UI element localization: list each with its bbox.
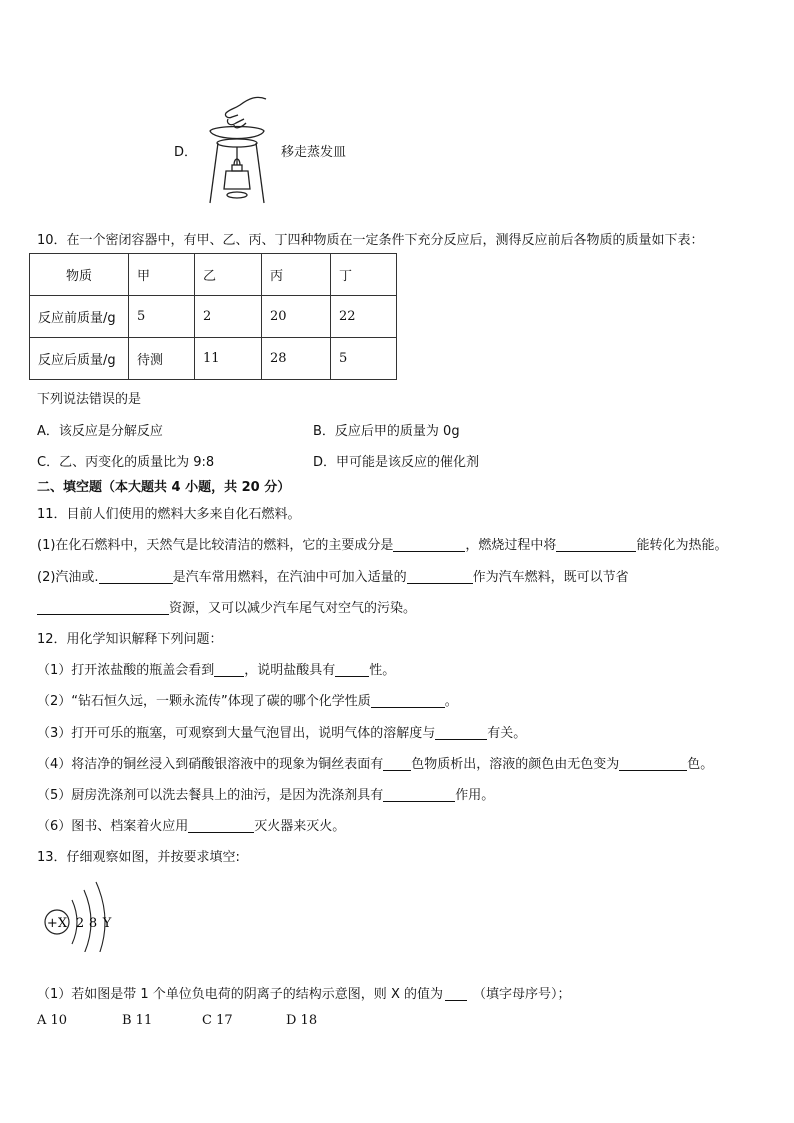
q11-part1-text-c: 能转化为热能。 [636,538,728,553]
table-row [30,338,397,380]
table-cell: 5 [129,296,195,338]
table-header-cell: 物质 [30,254,129,296]
answer-blank[interactable] [407,569,473,584]
q12-part1-text-c: 性。 [369,663,396,678]
table-header-cell: 乙 [195,254,262,296]
q12-part3 [37,722,526,741]
q12-stem: 12．用化学知识解释下列问题： [37,632,223,647]
answer-blank[interactable] [383,756,411,771]
answer-blank[interactable] [383,787,455,802]
q13-part1-text-a: （1）若如图是带 1 个单位负电荷的阴离子的结构示意图，则 X 的值为 [37,987,443,1002]
q12-part2 [37,690,458,709]
table-cell: 5 [331,338,397,380]
table-header-cell: 丁 [331,254,397,296]
q12-part6-text-a: （6）图书、档案着火应用 [37,819,189,834]
q11-part2-text-d: 资源，又可以减少汽车尾气对空气的污染。 [169,601,417,616]
q11-part1 [37,534,727,553]
q10-option-d: D．甲可能是该反应的催化剂 [313,455,480,470]
table-row [30,254,397,296]
q12-part4-text-c: 色。 [687,757,714,772]
answer-blank[interactable] [188,818,254,833]
answer-blank[interactable] [99,569,173,584]
q12-part6-text-b: 灭火器来灭火。 [254,819,346,834]
q12-part6 [37,815,345,834]
answer-blank[interactable] [445,986,467,1001]
q11-part2 [37,566,629,585]
shell-1-count: 2 [75,916,85,931]
q11-part1-text-a: (1)在化石燃料中，天然气是比较清洁的燃料，它的主要成分是 [37,538,394,553]
answer-blank[interactable] [556,537,636,552]
q12-part3-text-a: （3）打开可乐的瓶塞，可观察到大量气泡冒出，说明气体的溶解度与 [37,726,436,741]
q11-part2-cont [37,597,416,616]
table-cell: 11 [195,338,262,380]
answer-blank[interactable] [393,537,465,552]
table-cell: 2 [195,296,262,338]
table-cell: 20 [262,296,331,338]
q11-part2-text-a: (2)汽油或. [37,570,99,585]
q13-part1 [37,983,571,1002]
q13-option-a: A 10 [37,1013,68,1028]
q13-option-d: D 18 [286,1013,318,1028]
evaporating-dish-hand-icon [204,93,274,205]
q12-part5-text-a: （5）厨房洗涤剂可以洗去餐具上的油污，是因为洗涤剂具有 [37,788,384,803]
q12-part1-text-a: （1）打开浓盐酸的瓶盖会看到 [37,663,215,678]
q13-option-c: C 17 [202,1013,233,1028]
q12-part2-text-b: 。 [444,694,458,709]
q13-stem: 13．仔细观察如图，并按要求填空: [37,850,240,865]
q11-stem: 11．目前人们使用的燃料大多来自化石燃料。 [37,507,301,522]
q10-option-c: C．乙、丙变化的质量比为 9:8 [37,455,215,470]
q11-part2-text-b: 是汽车常用燃料，在汽油中可加入适量的 [172,570,407,585]
table-header-cell: 丙 [262,254,331,296]
table-cell: 反应前质量/g [30,296,129,338]
section-title: 二、填空题（本大题共 4 小题，共 20 分） [37,480,291,495]
q13-option-b: B 11 [122,1013,153,1028]
q12-part4-text-a: （4）将洁净的铜丝浸入到硝酸银溶液中的现象为铜丝表面有 [37,757,384,772]
table-header-cell: 甲 [129,254,195,296]
q12-part1 [37,659,395,678]
shell-2-count: 8 [88,916,98,931]
q11-part1-text-b: ，燃烧过程中将 [465,538,557,553]
q10-option-b: B．反应后甲的质量为 0g [313,424,460,439]
q12-part1-text-b: ，说明盐酸具有 [244,663,336,678]
answer-blank[interactable] [214,662,244,677]
answer-blank[interactable] [371,693,445,708]
q10-question: 下列说法错误的是 [37,392,142,407]
answer-blank[interactable] [37,600,169,615]
atom-structure-diagram [40,872,130,952]
q9-option-d-letter: D． [174,145,198,160]
q12-part5-text-b: 作用。 [455,788,495,803]
q13-part1-text-b: （填字母序号）； [472,987,571,1002]
q12-part4-text-b: 色物质析出，溶液的颜色由无色变为 [411,757,620,772]
table-cell: 待测 [129,338,195,380]
table-cell: 28 [262,338,331,380]
nucleus-label: +X [46,916,68,931]
q12-part3-text-b: 有关。 [487,726,527,741]
answer-blank[interactable] [335,662,369,677]
table-row [30,296,397,338]
q12-part4 [37,753,713,772]
q11-part2-text-c: 作为汽车燃料，既可以节省 [472,570,629,585]
q12-part5 [37,784,494,803]
mass-table [29,253,397,380]
table-cell: 反应后质量/g [30,338,129,380]
answer-blank[interactable] [435,725,487,740]
table-cell: 22 [331,296,397,338]
q9-option-d-caption: 移走蒸发皿 [281,145,347,160]
q12-part2-text-a: （2）“钻石恒久远，一颗永流传”体现了碳的哪个化学性质 [37,694,371,709]
q10-stem: 10．在一个密闭容器中，有甲、乙、丙、丁四种物质在一定条件下充分反应后，测得反应前后各物质的质量如下表： [37,233,704,248]
shell-3-count: Y [102,916,112,931]
q10-option-a: A．该反应是分解反应 [37,424,163,439]
answer-blank[interactable] [619,756,687,771]
